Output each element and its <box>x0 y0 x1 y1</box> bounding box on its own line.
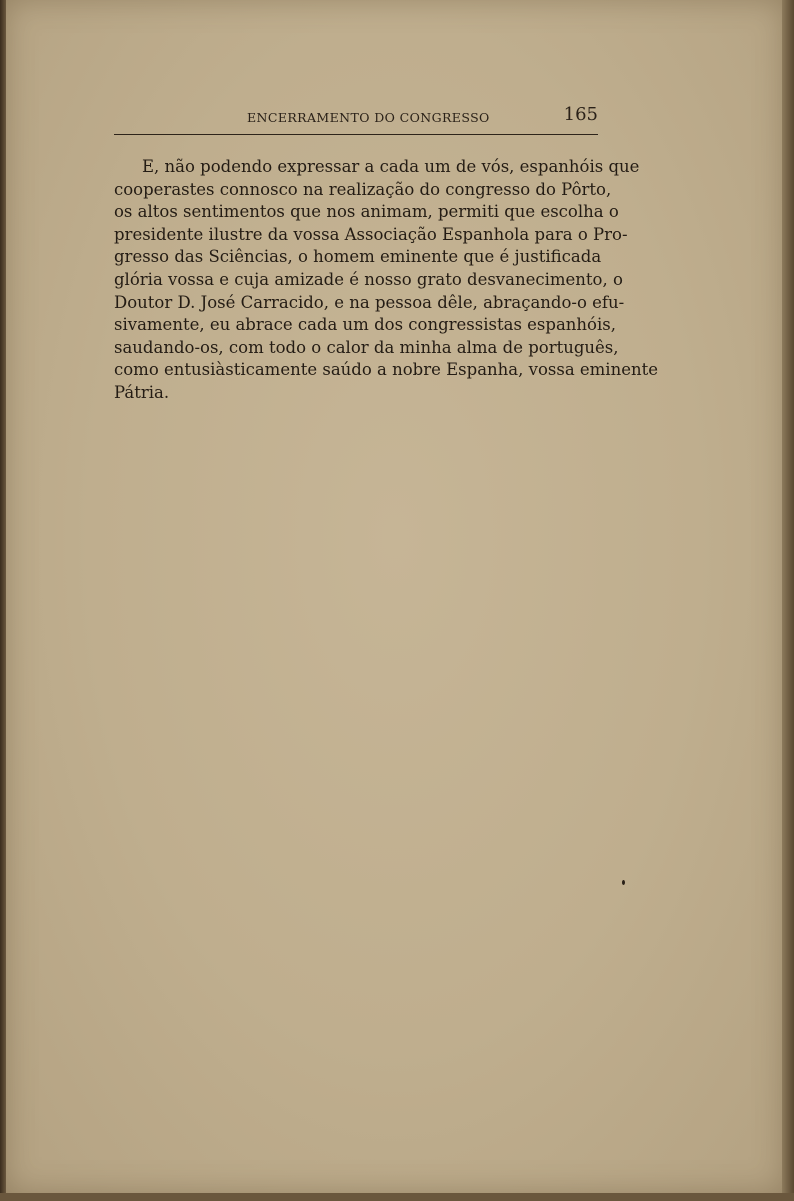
paragraph <box>114 156 659 405</box>
text-line: cooperastes connosco na realização do congresso do Pôrto, <box>114 179 612 199</box>
page-right-edge <box>782 0 794 1201</box>
text-line: sivamente, eu abrace cada um dos congressistas espanhóis, <box>114 315 616 335</box>
text-line: E, não podendo expressar a cada um de vós, espanhóis que <box>142 157 640 176</box>
page-number: 165 <box>563 104 598 125</box>
text-line: glória vossa e cuja amizade é nosso grato desvanecimento, o <box>114 269 623 289</box>
text-line: como entusiàsticamente saúdo a nobre Espanha, vossa eminente <box>114 360 659 380</box>
page-bottom-edge <box>0 1193 794 1201</box>
page-header <box>114 104 598 135</box>
text-line: presidente ilustre da vossa Associação Espanhola para o Pro- <box>114 224 628 244</box>
text-line: saudando-os, com todo o calor da minha alma de português, <box>114 337 619 357</box>
text-line: Doutor D. José Carracido, e na pessoa dêle, abraçando-o efu- <box>114 292 625 312</box>
text-line: os altos sentimentos que nos animam, permiti que escolha o <box>114 202 619 222</box>
text-line: gresso das Sciências, o homem eminente que é justificada <box>114 247 602 267</box>
ink-speck <box>622 880 625 885</box>
running-head: ENCERRAMENTO DO CONGRESSO <box>247 110 490 125</box>
text-line: Pátria. <box>114 382 170 402</box>
